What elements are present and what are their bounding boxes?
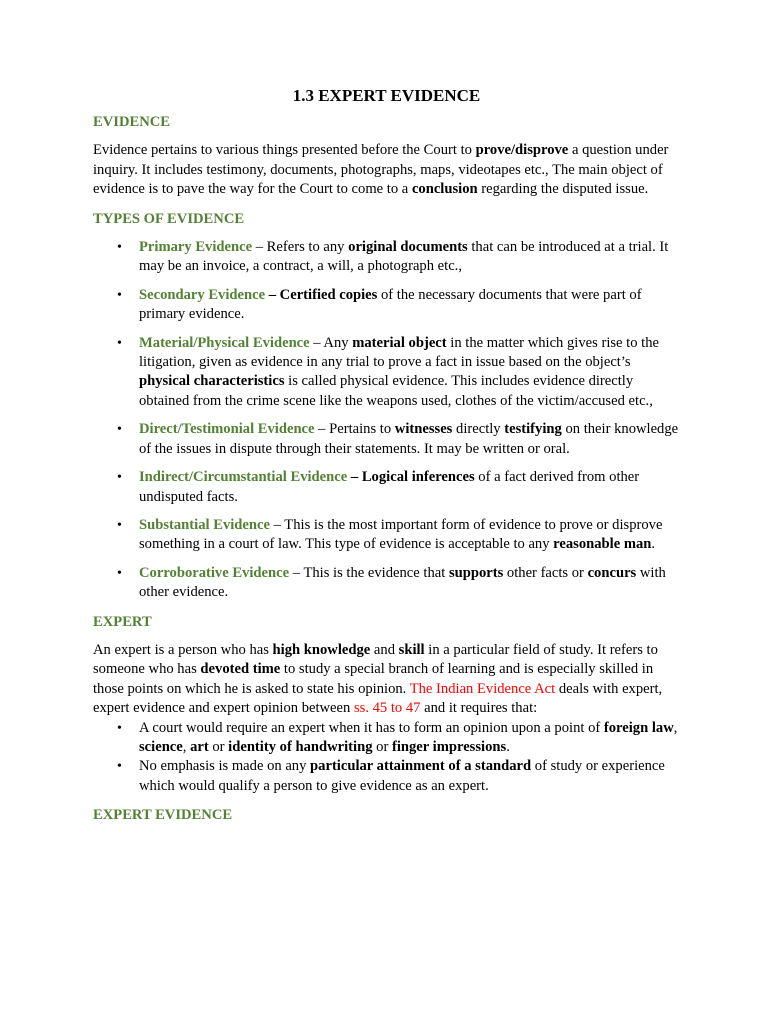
- types-of-evidence-list: [93, 238, 680, 603]
- section-heading-types-of-evidence: TYPES OF EVIDENCE: [93, 210, 245, 227]
- list-item-direct-testimonial-evidence: • Direct/Testimonial Evidence – Pertains to witnesses directly testifying on their knowledge of the issues in dispute through their statements. It may be written or oral.: [117, 421, 679, 457]
- bullet-icon: •: [117, 759, 122, 775]
- list-item-material-physical-evidence: • Material/Physical Evidence – Any material object in the matter which gives rise to the litigation, given as evidence in any trial to prove a fact in issue based on the object’s physical characteristics is called physical evidence. This includes evidence directly obtained from the crime scene like the weapons used, clothes of the victim/accused etc.,: [117, 334, 660, 409]
- list-item-primary-evidence: • Primary Evidence – Refers to any original documents that can be introduced at a trial. It may be an invoice, a contract, a will, a photograph etc.,: [117, 239, 669, 275]
- evidence-paragraph: Evidence pertains to various things presented before the Court to prove/disprove a question under inquiry. It includes testimony, documents, photographs, maps, videotapes etc., The main object of evidence is to pave the way for the Court to come to a conclusion regarding the disputed issue.: [93, 142, 669, 198]
- bullet-icon: •: [117, 517, 122, 533]
- bullet-icon: •: [117, 470, 122, 486]
- bullet-icon: •: [117, 335, 122, 351]
- list-item-secondary-evidence: • Secondary Evidence – Certified copies of the necessary documents that were part of primary evidence.: [117, 286, 642, 323]
- list-item-expert-requirement: • A court would require an expert when it has to form an opinion upon a point of foreign law, science, art or identity of handwriting or finger impressions.: [117, 719, 678, 755]
- bullet-icon: •: [117, 287, 122, 303]
- bullet-icon: •: [117, 422, 122, 438]
- list-item-indirect-circumstantial-evidence: • Indirect/Circumstantial Evidence – Logical inferences of a fact derived from other undisputed facts.: [117, 469, 640, 505]
- list-item-corroborative-evidence: • Corroborative Evidence – This is the evidence that supports other facts or concurs with other evidence.: [117, 564, 666, 601]
- bullet-icon: •: [117, 720, 122, 736]
- expert-requirements-list: [93, 719, 680, 797]
- list-item-substantial-evidence: • Substantial Evidence – This is the most important form of evidence to prove or disprove something in a court of law. This type of evidence is acceptable to any reasonable man.: [117, 516, 663, 553]
- list-item-expert-requirement: • No emphasis is made on any particular attainment of a standard of study or experience which would qualify a person to give evidence as an expert.: [117, 758, 665, 794]
- section-heading-expert: EXPERT: [93, 613, 152, 630]
- bullet-icon: •: [117, 565, 122, 581]
- indian-evidence-act-reference: The Indian Evidence Act: [409, 680, 556, 697]
- expert-paragraph: An expert is a person who has high knowledge and skill in a particular field of study. It refers to someone who has devoted time to study a special branch of learning and is especially skilled in those points on which he is asked to state his opinion. The Indian Evidence Act deals with expert, expert evidence and expert opinion between ss. 45 to 47 and it requires that:: [93, 641, 663, 717]
- section-heading-evidence: EVIDENCE: [93, 114, 171, 130]
- bullet-icon: •: [117, 240, 122, 256]
- section-heading-expert-evidence: EXPERT EVIDENCE: [93, 807, 233, 824]
- sections-reference: ss. 45 to 47: [353, 700, 421, 717]
- page-title: 1.3 EXPERT EVIDENCE: [292, 86, 481, 105]
